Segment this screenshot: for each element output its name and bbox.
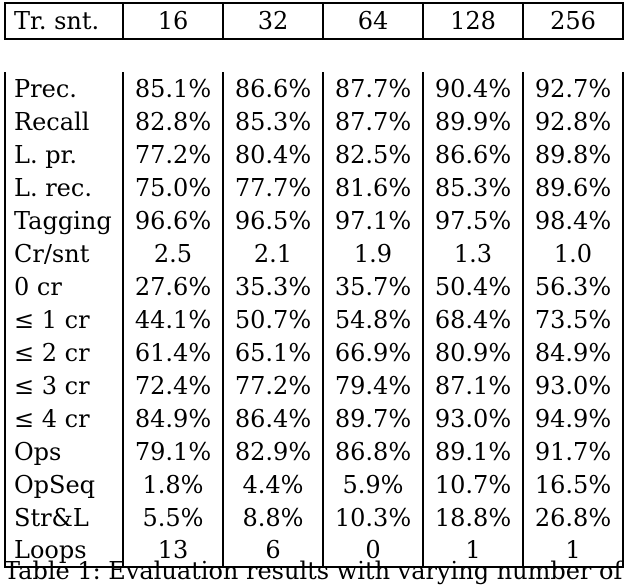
- table-cell: 86.8%: [323, 435, 423, 468]
- table-cell: 66.9%: [323, 336, 423, 369]
- table-cell: 1: [423, 534, 523, 567]
- table-cell: 0: [323, 534, 423, 567]
- table-row: [5, 204, 623, 237]
- table-cell: 86.6%: [223, 72, 323, 105]
- table-row: [5, 303, 623, 336]
- table-cell: 89.1%: [423, 435, 523, 468]
- table-row: [5, 369, 623, 402]
- header-cell-32: 32: [223, 3, 323, 39]
- table-cell: 96.5%: [223, 204, 323, 237]
- table-cell: 96.6%: [123, 204, 223, 237]
- row-label: ≤ 3 cr: [5, 369, 123, 402]
- row-label: Ops: [5, 435, 123, 468]
- table-cell: 54.8%: [323, 303, 423, 336]
- header-cell-256: 256: [523, 3, 623, 39]
- table-cell: 85.3%: [423, 171, 523, 204]
- table-cell: 80.9%: [423, 336, 523, 369]
- table-row: [5, 402, 623, 435]
- table-cell: 82.9%: [223, 435, 323, 468]
- table-row: [5, 138, 623, 171]
- table-header-row: [5, 3, 623, 39]
- table-row: [5, 336, 623, 369]
- header-cell-64: 64: [323, 3, 423, 39]
- header-cell-16: 16: [123, 3, 223, 39]
- table-cell: 85.1%: [123, 72, 223, 105]
- table-cell: 18.8%: [423, 501, 523, 534]
- table-cell: 1.9: [323, 237, 423, 270]
- row-label: ≤ 4 cr: [5, 402, 123, 435]
- table-cell: 5.5%: [123, 501, 223, 534]
- table-cell: 35.7%: [323, 270, 423, 303]
- table-cell: 50.4%: [423, 270, 523, 303]
- row-label: Recall: [5, 105, 123, 138]
- table-cell: 94.9%: [523, 402, 623, 435]
- table-cell: 89.6%: [523, 171, 623, 204]
- table-row: [5, 171, 623, 204]
- row-label: L. rec.: [5, 171, 123, 204]
- table-cell: 93.0%: [423, 402, 523, 435]
- table-cell: 75.0%: [123, 171, 223, 204]
- table-cell: 98.4%: [523, 204, 623, 237]
- table-cell: 87.7%: [323, 72, 423, 105]
- row-label: Str&L: [5, 501, 123, 534]
- table-cell: 10.3%: [323, 501, 423, 534]
- table-row: [5, 237, 623, 270]
- row-label: ≤ 1 cr: [5, 303, 123, 336]
- table-cell: 80.4%: [223, 138, 323, 171]
- table-cell: 2.5: [123, 237, 223, 270]
- table-cell: 10.7%: [423, 468, 523, 501]
- table-cell: 81.6%: [323, 171, 423, 204]
- header-cell-training-sentences: Tr. snt.: [5, 3, 123, 39]
- table-cell: 8.8%: [223, 501, 323, 534]
- table-cell: 16.5%: [523, 468, 623, 501]
- table-row: [5, 501, 623, 534]
- table-cell: 13: [123, 534, 223, 567]
- table-cell: 82.8%: [123, 105, 223, 138]
- table-cell: 79.1%: [123, 435, 223, 468]
- row-label: ≤ 2 cr: [5, 336, 123, 369]
- header-gap: [5, 39, 623, 72]
- table-cell: 65.1%: [223, 336, 323, 369]
- table-cell: 89.8%: [523, 138, 623, 171]
- table-cell: 79.4%: [323, 369, 423, 402]
- header-cell-128: 128: [423, 3, 523, 39]
- table-cell: 77.7%: [223, 171, 323, 204]
- table-cell: 87.1%: [423, 369, 523, 402]
- table-cell: 4.4%: [223, 468, 323, 501]
- row-label: 0 cr: [5, 270, 123, 303]
- row-label: Loops: [5, 534, 123, 567]
- table-row: [5, 435, 623, 468]
- row-label: Prec.: [5, 72, 123, 105]
- table-cell: 27.6%: [123, 270, 223, 303]
- table-row: [5, 105, 623, 138]
- table-cell: 73.5%: [523, 303, 623, 336]
- table-cell: 84.9%: [123, 402, 223, 435]
- table-row: [5, 468, 623, 501]
- table-cell: 35.3%: [223, 270, 323, 303]
- table-cell: 1.8%: [123, 468, 223, 501]
- table-cell: 91.7%: [523, 435, 623, 468]
- table-cell: 6: [223, 534, 323, 567]
- row-label: OpSeq: [5, 468, 123, 501]
- table-cell: 92.8%: [523, 105, 623, 138]
- table-cell: 92.7%: [523, 72, 623, 105]
- row-label: Tagging: [5, 204, 123, 237]
- table-cell: 90.4%: [423, 72, 523, 105]
- table-cell: 86.4%: [223, 402, 323, 435]
- table-cell: 97.1%: [323, 204, 423, 237]
- table-cell: 68.4%: [423, 303, 523, 336]
- row-label: Cr/snt: [5, 237, 123, 270]
- table-cell: 72.4%: [123, 369, 223, 402]
- table-cell: 44.1%: [123, 303, 223, 336]
- table-cell: 77.2%: [223, 369, 323, 402]
- results-table: [4, 2, 624, 568]
- table-cell: 97.5%: [423, 204, 523, 237]
- header-gap-cell: [5, 39, 623, 72]
- table-cell: 61.4%: [123, 336, 223, 369]
- table-cell: 77.2%: [123, 138, 223, 171]
- table-cell: 50.7%: [223, 303, 323, 336]
- table-row: [5, 270, 623, 303]
- table-cell: 89.7%: [323, 402, 423, 435]
- table-cell: 26.8%: [523, 501, 623, 534]
- table-cell: 5.9%: [323, 468, 423, 501]
- table-cell: 87.7%: [323, 105, 423, 138]
- table-cell: 1: [523, 534, 623, 567]
- table-cell: 86.6%: [423, 138, 523, 171]
- table-row: [5, 72, 623, 105]
- results-table-container: [4, 2, 622, 564]
- table-cell: 56.3%: [523, 270, 623, 303]
- table-caption: Table 1: Evaluation results with varying number of: [4, 557, 622, 585]
- table-cell: 82.5%: [323, 138, 423, 171]
- table-cell: 85.3%: [223, 105, 323, 138]
- table-cell: 89.9%: [423, 105, 523, 138]
- row-label: L. pr.: [5, 138, 123, 171]
- table-cell: 1.3: [423, 237, 523, 270]
- table-cell: 2.1: [223, 237, 323, 270]
- table-cell: 93.0%: [523, 369, 623, 402]
- table-cell: 84.9%: [523, 336, 623, 369]
- table-cell: 1.0: [523, 237, 623, 270]
